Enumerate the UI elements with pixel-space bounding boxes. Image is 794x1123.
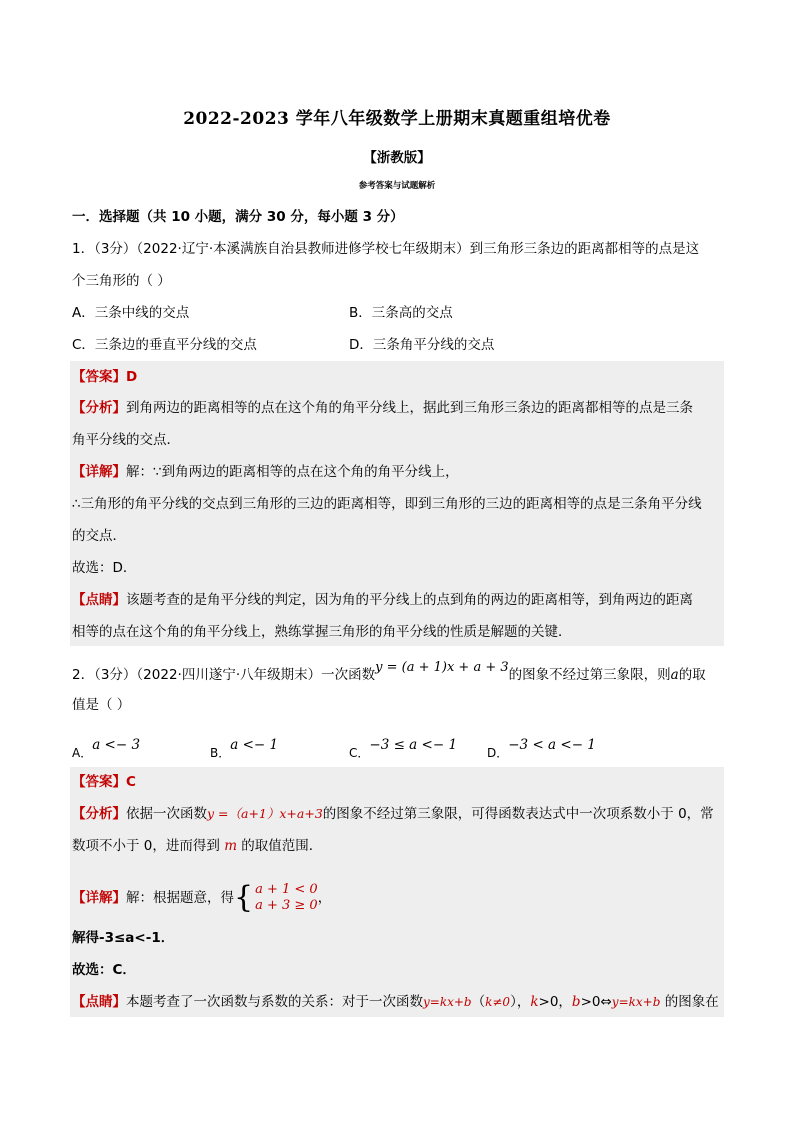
q1-option-c: C．三条边的垂直平分线的交点 [72, 337, 257, 353]
analysis-label: 【分析】 [72, 400, 126, 416]
answer-label: 【答案】 [72, 774, 126, 790]
comment-label: 【点睛】 [72, 994, 126, 1010]
q1-detail-line2: ∴三角形的角平分线的交点到三角形的三边的距离相等，即到三角形的三边的距离相等的点是三条角平分线 [72, 496, 702, 512]
q1-option-a: A．三条中线的交点 [72, 305, 190, 321]
answer-value: C [126, 774, 136, 790]
q2-detail-line1: 【详解】解：根据题意，得{ a + 1 < 0 a + 3 ≥ 0， [72, 880, 332, 915]
q1-analysis-line2: 角平分线的交点． [72, 432, 180, 448]
inequality-system: a + 1 < 0 a + 3 ≥ 0 [255, 882, 318, 913]
q1-comment-line2: 相等的点在这个角的角平分线上，熟练掌握三角形的角平分线的性质是解题的关键． [72, 624, 572, 640]
q1-detail-line3: 的交点． [72, 528, 126, 544]
q1-answer [72, 367, 724, 387]
q2-option-c: C．−3 ≤ a <− 1 [349, 737, 458, 760]
answer-value: D [126, 369, 138, 385]
answer-subtitle: 参考答案与试题解析 [358, 181, 436, 191]
q2-option-d: D．−3 < a <− 1 [487, 737, 596, 760]
q1-analysis-line1: 【分析】到角两边的距离相等的点在这个角的角平分线上，据此到三角形三条边的距离都相等的点是三条 [72, 400, 693, 416]
q2-option-a: A．a <− 3 [72, 737, 141, 760]
q2-solve: 解得-3≤a<-1． [72, 930, 175, 946]
q2-stem-line1: 2．（3分）（2022·四川遂宁·八年级期末）一次函数y = (a + 1)x + a + 3的图象不经过第三象限，则a的取 [72, 660, 706, 683]
q1-choose: 故选：D． [72, 560, 137, 576]
q1-stem-line2: 个三角形的（ ） [72, 273, 171, 289]
q2-option-b: B．a <− 1 [210, 737, 279, 760]
q1-detail-line1: 【详解】解：∵到角两边的距离相等的点在这个角的角平分线上， [72, 464, 459, 480]
q2-stem-line2: 值是（ ） [72, 697, 131, 713]
q2-comment-line1: 【点睛】本题考查了一次函数与系数的关系：对于一次函数y=kx+b（k≠0），k>0，b>0⇔y=kx+b 的图象在 [72, 994, 719, 1010]
q1-comment-line1: 【点睛】该题考查的是角平分线的判定，因为角的平分线上的点到角的两边的距离相等，到角两边的距离 [72, 592, 693, 608]
edition-label: 【浙教版】 [363, 150, 431, 166]
detail-label: 【详解】 [72, 464, 126, 480]
q2-answer [72, 772, 724, 792]
page-title: 2022-2023 学年八年级数学上册期末真题重组培优卷 [183, 109, 611, 129]
q2-function-formula: y = (a + 1)x + a + 3 [375, 660, 509, 675]
q2-analysis-line2: 数项不小于 0，进而得到 m 的取值范围． [72, 838, 323, 854]
system-brace: { [234, 880, 254, 915]
answer-label: 【答案】 [72, 369, 126, 385]
analysis-label: 【分析】 [72, 806, 126, 822]
q2-analysis-line1: 【分析】依据一次函数y =（a+1）x+a+3的图象不经过第三象限，可得函数表达式中一次项系数小于 0，常 [72, 806, 714, 822]
q1-option-d: D．三条角平分线的交点 [349, 337, 495, 353]
q1-option-b: B．三条高的交点 [349, 305, 453, 321]
q1-stem-line1: 1．（3分）（2022·辽宁·本溪满族自治县教师进修学校七年级期末）到三角形三条边的距离都相等的点是这 [72, 241, 700, 257]
comment-label: 【点睛】 [72, 592, 126, 608]
q2-choose: 故选：C． [72, 962, 136, 978]
detail-label: 【详解】 [72, 890, 126, 906]
section-heading: 一．选择题（共 10 小题，满分 30 分，每小题 3 分） [72, 209, 404, 225]
